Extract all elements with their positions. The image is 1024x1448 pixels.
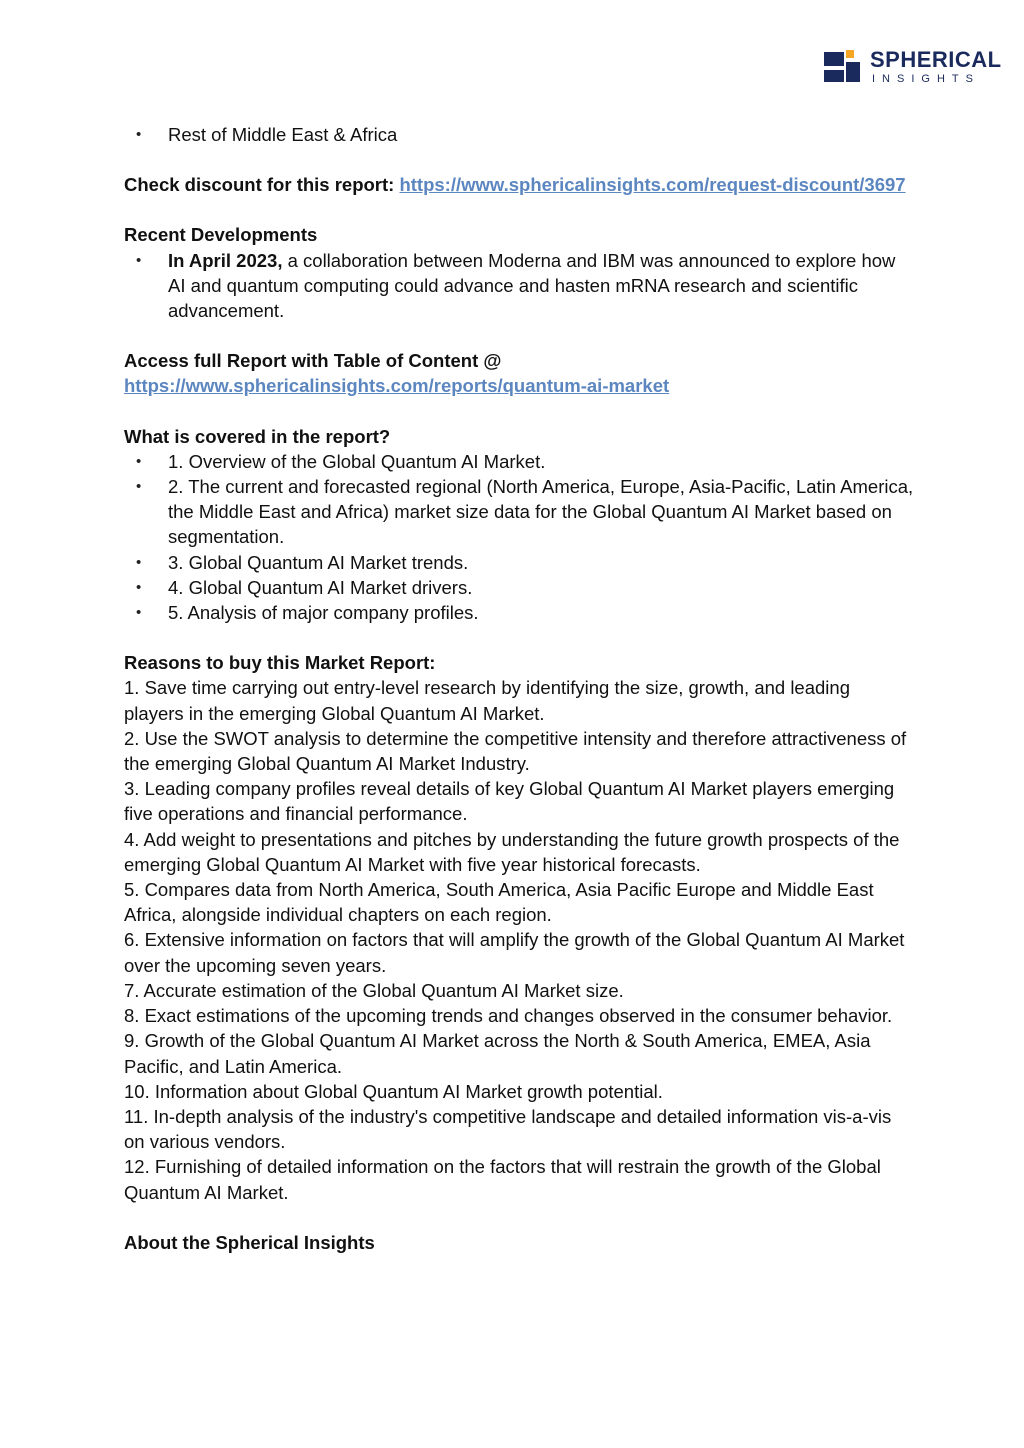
recent-developments-list: [124, 248, 914, 324]
recent-developments-heading: Recent Developments: [124, 224, 318, 246]
reason-item: 11. In-depth analysis of the industry's competitive landscape and detailed information vis-a-vis on various vendors.: [124, 1105, 892, 1153]
list-item: • 2. The current and forecasted regional (North America, Europe, Asia-Pacific, Latin America, the Middle East and Africa) market size data for the Global Quantum AI Market based on segmentation.: [124, 474, 914, 550]
recent-text: a collaboration between Moderna and IBM was announced to explore how AI and quantum computing could advance and hasten mRNA research and scientific advancement.: [168, 249, 896, 322]
reason-item: 2. Use the SWOT analysis to determine the competitive intensity and therefore attractiveness of the emerging Global Quantum AI Market Industry.: [124, 727, 907, 775]
list-item: • 4. Global Quantum AI Market drivers.: [124, 575, 914, 600]
reason-item: 9. Growth of the Global Quantum AI Market across the North & South America, EMEA, Asia Pacific, and Latin America.: [124, 1030, 871, 1077]
logo-mark-icon: [824, 50, 862, 84]
reason-item: 12. Furnishing of detailed information on the factors that will restrain the growth of the Global Quantum AI Market.: [124, 1156, 881, 1203]
reason-item: 10. Information about Global Quantum AI Market growth potential.: [124, 1080, 663, 1102]
reason-item: 6. Extensive information on factors that will amplify the growth of the Global Quantum AI Market over the upcoming seven years.: [124, 929, 905, 976]
discount-link[interactable]: https://www.sphericalinsights.com/request-discount/3697: [399, 174, 906, 196]
reason-item: 3. Leading company profiles reveal details of key Global Quantum AI Market players emerging five operations and financial performance.: [124, 778, 895, 825]
region-list: [124, 122, 914, 147]
about-heading: About the Spherical Insights: [124, 1231, 375, 1253]
document-body: [124, 122, 914, 1255]
discount-line: [124, 172, 914, 197]
access-report-link[interactable]: https://www.sphericalinsights.com/reports/quantum-ai-market: [124, 375, 670, 397]
logo: [824, 46, 1002, 90]
list-item: • 1. Overview of the Global Quantum AI Market.: [124, 449, 914, 474]
logo-subtitle: INSIGHTS: [872, 73, 980, 85]
reason-item: 4. Add weight to presentations and pitches by understanding the future growth prospects of the emerging Global Quantum AI Market with five year historical forecasts.: [124, 828, 900, 875]
reason-item: 8. Exact estimations of the upcoming trends and changes observed in the consumer behavior.: [124, 1005, 893, 1027]
list-item: • 3. Global Quantum AI Market trends.: [124, 550, 914, 575]
reason-item: 5. Compares data from North America, South America, Asia Pacific Europe and Middle East Africa, alongside individual chapters on each region.: [124, 879, 874, 926]
covered-heading: What is covered in the report?: [124, 425, 391, 447]
list-item: • Rest of Middle East & Africa: [124, 122, 914, 147]
reason-item: 7. Accurate estimation of the Global Quantum AI Market size.: [124, 979, 624, 1001]
logo-name: SPHERICAL: [870, 47, 1002, 72]
access-report-label: Access full Report with Table of Content @: [124, 350, 502, 372]
list-item: • 5. Analysis of major company profiles.: [124, 600, 914, 625]
list-item: [124, 248, 914, 324]
recent-date: In April 2023,: [168, 249, 283, 271]
covered-list: [124, 449, 914, 625]
reason-item: 1. Save time carrying out entry-level research by identifying the size, growth, and leading players in the emerging Global Quantum AI Market.: [124, 677, 850, 724]
discount-label: Check discount for this report:: [124, 174, 400, 196]
reasons-heading: Reasons to buy this Market Report:: [124, 652, 436, 674]
